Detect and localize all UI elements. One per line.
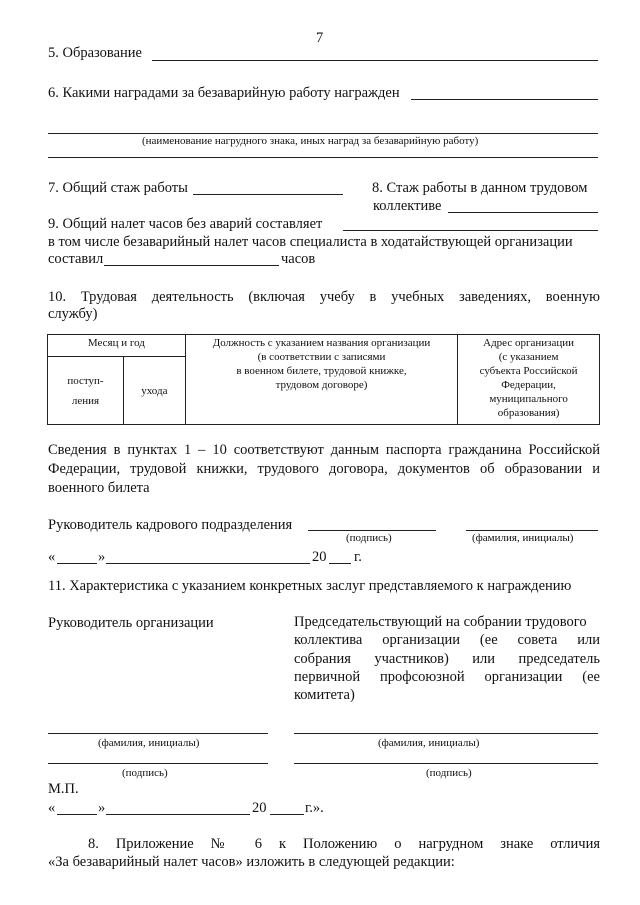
awards-caption: (наименование нагрудного знака, иных наград за безаварийную работу) <box>142 135 479 147</box>
chairman-line-1: Председательствующий на собрании трудового <box>294 614 587 630</box>
chairman-name-caption: (фамилия, инициалы) <box>378 737 480 749</box>
flight-hours-suffix: часов <box>281 251 316 267</box>
hr-head-name-caption: (фамилия, инициалы) <box>472 532 574 544</box>
chairman-signature-line <box>294 763 598 764</box>
hr-date-month-line <box>106 563 310 564</box>
chairman-line-2: коллектива организации (ее совета или <box>294 632 600 648</box>
collective-experience-label-2: коллективе <box>373 198 442 214</box>
education-line <box>152 60 598 61</box>
awards-line-3 <box>48 157 598 158</box>
education-label: 5. Образование <box>48 45 142 61</box>
col-position-header: Должность с указанием названия организации (в соответствии с записями в военном билете, трудовой книжке, трудовом договоре) <box>185 335 457 425</box>
hr-date-year-prefix: 20 <box>312 549 327 565</box>
org-head-signature-caption: (подпись) <box>122 767 168 779</box>
hr-date-year-suffix: г. <box>354 549 362 565</box>
flight-hours-line <box>343 230 598 231</box>
hr-head-name-line <box>466 530 598 531</box>
col-leaving-header: ухода <box>123 357 185 425</box>
sign-date-year-line <box>270 814 304 815</box>
flight-hours-label: 9. Общий налет часов без аварий составляет <box>48 216 323 232</box>
total-experience-line <box>193 194 343 195</box>
sign-date-month-line <box>106 814 250 815</box>
statement-line-1: Сведения в пунктах 1 – 10 соответствуют данным паспорта гражданина Российской <box>48 442 600 458</box>
work-history-label: 10. Трудовая деятельность (включая учебу в учебных заведениях, военную <box>48 289 600 305</box>
hr-date-day-line <box>57 563 97 564</box>
org-head-name-line <box>48 733 268 734</box>
hr-date-close-quote: » <box>98 549 106 565</box>
chairman-signature-caption: (подпись) <box>426 767 472 779</box>
col-month-year-header: Месяц и год <box>48 335 186 357</box>
hr-date-year-line <box>329 563 351 564</box>
statement-line-2: Федерации, трудовой книжки, трудового договора, документов об образовании и <box>48 461 600 477</box>
awards-line <box>411 99 598 100</box>
work-history-label-2: службу) <box>48 306 98 322</box>
flight-hours-prefix: составил <box>48 251 104 267</box>
amendment-line-1: 8. Приложение № 6 к Положению о нагрудном знаке отличия <box>88 836 600 852</box>
chairman-line-3: собрания участников) или председатель <box>294 651 600 667</box>
org-head-name-caption: (фамилия, инициалы) <box>98 737 200 749</box>
col-address-header: Адрес организации (с указанием субъекта Российской Федерации, муниципального образования) <box>458 335 600 425</box>
chairman-name-line <box>294 733 598 734</box>
chairman-line-5: комитета) <box>294 687 355 703</box>
hr-date-open-quote: « <box>48 549 56 565</box>
org-head-signature-line <box>48 763 268 764</box>
awards-label: 6. Какими наградами за безаварийную работу награжден <box>48 85 400 101</box>
org-head-label: Руководитель организации <box>48 615 214 631</box>
stamp-placeholder: М.П. <box>48 781 79 797</box>
characteristic-label: 11. Характеристика с указанием конкретных заслуг представляемого к награждению <box>48 578 572 594</box>
statement-line-3: военного билета <box>48 480 150 496</box>
hr-head-label: Руководитель кадрового подразделения <box>48 517 293 533</box>
collective-experience-line <box>448 212 598 213</box>
page-number: 7 <box>316 30 324 46</box>
work-history-table <box>47 334 600 425</box>
total-experience-label: 7. Общий стаж работы <box>48 180 188 196</box>
col-admission-header: поступ- ления <box>48 357 124 425</box>
flight-hours-specialist: в том числе безаварийный налет часов специалиста в ходатайствующей организации <box>48 234 573 250</box>
chairman-line-4: первичной профсоюзной организации (ее <box>294 669 600 685</box>
sign-date-year-prefix: 20 <box>252 800 267 816</box>
hr-head-signature-caption: (подпись) <box>346 532 392 544</box>
sign-date-open-quote: « <box>48 800 56 816</box>
hr-head-signature-line <box>308 530 436 531</box>
awards-line-2 <box>48 133 598 134</box>
collective-experience-label-1: 8. Стаж работы в данном трудовом <box>372 180 588 196</box>
sign-date-close-quote: » <box>98 800 106 816</box>
amendment-line-2: «За безаварийный налет часов» изложить в следующей редакции: <box>48 854 455 870</box>
sign-date-year-suffix: г.». <box>305 800 324 816</box>
sign-date-day-line <box>57 814 97 815</box>
flight-hours-total-line <box>104 265 279 266</box>
